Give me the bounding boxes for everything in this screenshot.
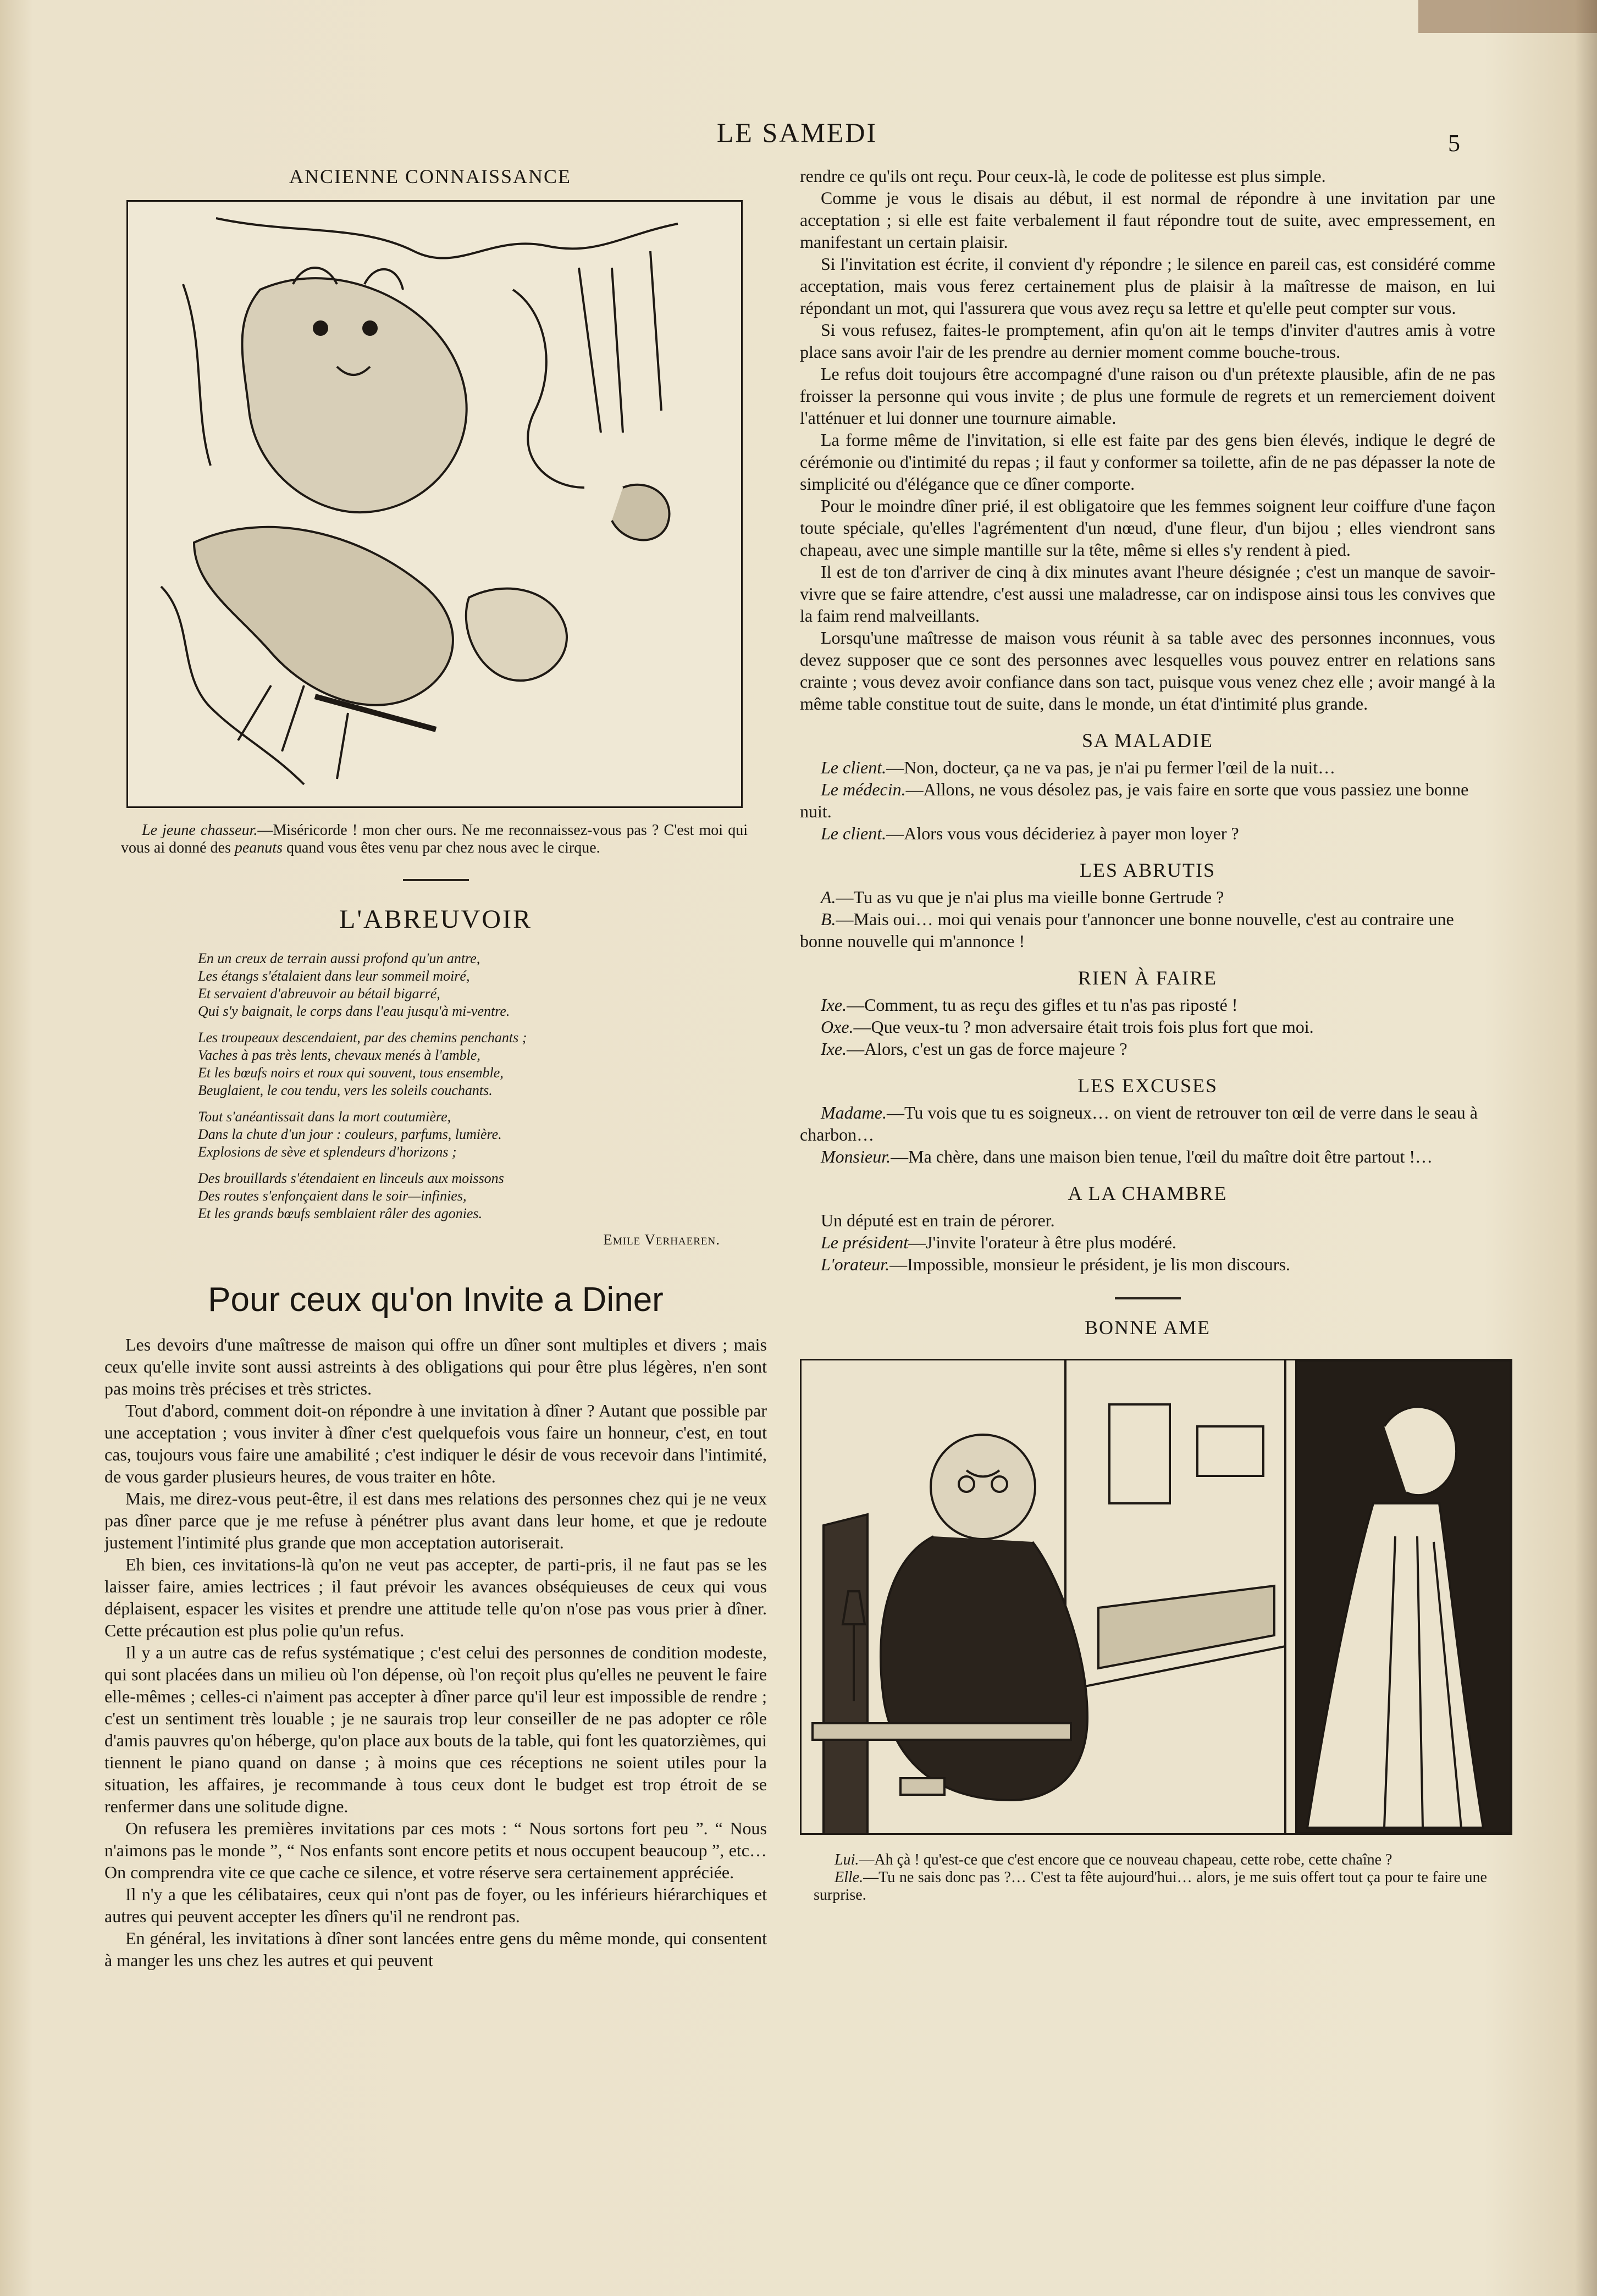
joke-speaker: Le médecin. [821, 779, 906, 799]
cartoon-title: BONNE AME [1084, 1316, 1211, 1338]
bear-hunter-drawing [128, 202, 741, 806]
poem-line: Et servaient d'abreuvoir au bétail bigarré, [198, 986, 440, 1002]
poem-stanza [198, 950, 767, 1020]
joke-line [800, 1253, 1495, 1275]
joke-text: Un député est en train de pérorer. [821, 1210, 1055, 1230]
caption-paragraph [814, 1869, 1487, 1904]
poem-title: L'ABREUVOIR [339, 905, 532, 934]
joke-text: —Allons, ne vous désolez pas, je vais faire en sorte que vous passiez une bonne nuit. [800, 779, 1469, 821]
joke-text: —Tu as vu que je n'ai plus ma vieille bonne Gertrude ? [836, 887, 1224, 907]
article-paragraph: Le refus doit toujours être accompagné d'une raison ou d'un prétexte plausible, afin de ne pas froisser la personne qui vous invite ; de plus une formule de regrets et un remerciement doivent l'atténuer et lui donner une tournure aimable. [800, 364, 1495, 428]
poem-author: Emile Verhaeren. [603, 1231, 720, 1248]
cartoon-title: ANCIENNE CONNAISSANCE [289, 165, 571, 187]
joke-speaker: Le président [821, 1232, 909, 1252]
left-column [104, 165, 767, 1971]
joke-speaker: A. [821, 887, 836, 907]
joke-section [800, 966, 1495, 1060]
article-paragraph: La forme même de l'invitation, si elle est faite par des gens bien élevés, indique le degré de cérémonie ou d'intimité du repas ; il faut y conformer sa toilette, afin de ne pas dépasser la note de simplicité ou d'élégance que ce dîner comporte. [800, 430, 1495, 494]
article-paragraph: Comme je vous le disais au début, il est normal de répondre à une invitation par une acceptation ; si elle est faite verbalement il faut répondre tout de suite, avec empressement, en manifestant un certain plaisir. [800, 188, 1495, 252]
masthead-title: LE SAMEDI [716, 117, 878, 148]
caption-speaker: Lui. [835, 1851, 859, 1868]
poem-line: Dans la chute d'un jour : couleurs, parfums, lumière. [198, 1126, 502, 1142]
article-paragraph: Mais, me direz-vous peut-être, il est dans mes relations des personnes chez qui je ne veux pas dîner parce que je me refuse à pénétrer plus avant dans leur home, et que je redoute justement l'intimité plus grande que mon acceptation autoriserait. [104, 1489, 767, 1552]
joke-text: —Non, docteur, ça ne va pas, je n'ai pu fermer l'œil de la nuit… [886, 757, 1336, 777]
poem-stanza [198, 1029, 767, 1099]
article-paragraph: On refusera les premières invitations par ces mots : “ Nous sortons fort peu ”. “ Nous n'aimons pas le monde ”, “ Nos enfants sont encore petits et nous occupent beaucoup ”, etc… On comprendra vite ce que cache ce silence, et votre réserve sera certainement appréciée. [104, 1818, 767, 1882]
joke-section [800, 859, 1495, 952]
bear-hunter-illustration [126, 200, 743, 808]
joke-text: —Alors vous vous décideriez à payer mon loyer ? [886, 823, 1239, 843]
caption-speaker: Le jeune chasseur. [142, 822, 258, 839]
poem-line: Qui s'y baignait, le corps dans l'eau jusqu'à mi-ventre. [198, 1003, 510, 1019]
joke-speaker: L'orateur. [821, 1254, 890, 1274]
poem-stanza [198, 1170, 767, 1222]
poem-line: Des routes s'enfonçaient dans le soir—infinies, [198, 1188, 467, 1204]
bonne-ame-illustration [800, 1359, 1512, 1835]
joke-line [800, 1146, 1495, 1168]
article-paragraph: Si vous refusez, faites-le promptement, afin qu'on ait le temps d'inviter d'autres amis à votre place sans avoir l'air de les prendre au dernier moment comme bouche-trous. [800, 320, 1495, 362]
poem-body [198, 950, 767, 1222]
joke-title: RIEN À FAIRE [1077, 967, 1218, 989]
joke-text: —Alors, c'est un gas de force majeure ? [847, 1039, 1128, 1059]
right-column [800, 165, 1495, 1904]
joke-line [800, 1038, 1495, 1060]
joke-body [800, 886, 1495, 952]
joke-title: LES ABRUTIS [1079, 859, 1216, 881]
joke-line [800, 1209, 1495, 1231]
article-paragraph: Les devoirs d'une maîtresse de maison qui offre un dîner sont multiples et divers ; mais ceux qu'elle invite sont aussi astreints à des obligations qui pour être plus légères, n'en sont pas moins très précises et très strictes. [104, 1335, 767, 1398]
joke-speaker: Oxe. [821, 1017, 854, 1037]
page-number: 5 [1448, 130, 1460, 157]
caption-paragraph [121, 822, 748, 857]
joke-line [800, 1016, 1495, 1038]
article-paragraph: Il est de ton d'arriver de cinq à dix minutes avant l'heure désignée ; c'est un manque de savoir-vivre que se faire attendre, c'est aussi une maladresse, car on indispose ainsi tous les convives que la faim rend malveillants. [800, 562, 1495, 626]
article-title: Pour ceux qu'on Invite a Diner [208, 1281, 664, 1319]
joke-speaker: Ixe. [821, 995, 847, 1015]
joke-text: —Ma chère, dans une maison bien tenue, l'œil du maître doit être partout !… [891, 1147, 1433, 1166]
joke-section [800, 1182, 1495, 1275]
article-paragraph: Si l'invitation est écrite, il convient d'y répondre ; le silence en pareil cas, est considéré comme acceptation, mais vous ferez certainement plus de plaisir à la maîtresse de maison, en lui répondant un mot, qui l'assurera que vous avez reçu sa lettre et qu'elle peut compter sur vous. [800, 254, 1495, 318]
caption-paragraph [814, 1851, 1487, 1869]
section-divider [1115, 1297, 1181, 1299]
joke-title: SA MALADIE [1081, 729, 1213, 751]
poem-line: En un creux de terrain aussi profond qu'un antre, [198, 950, 480, 966]
caption-text: —Miséricorde ! mon cher ours. Ne me reconnaissez-vous pas ? C'est moi qui vous ai donné des [121, 822, 748, 856]
poem-line: Tout s'anéantissait dans la mort coutumière, [198, 1109, 451, 1125]
poem-line: Explosions de sève et splendeurs d'horizons ; [198, 1144, 457, 1160]
joke-body [800, 994, 1495, 1060]
poem-line: Vaches à pas très lents, chevaux menés à l'amble, [198, 1047, 480, 1063]
joke-line [800, 778, 1495, 822]
article-paragraph: Il y a un autre cas de refus systématique ; c'est celui des personnes de condition modeste, qui sont placées dans un milieu où l'on dépense, où l'on reçoit plus qu'elles ne peuvent le faire elle-mêmes ; celles-ci n'aiment pas accepter à dîner parce qu'il leur est impossible de rendre ; c'est un sentiment très louable ; je ne saurais trop leur conseiller de ne pas adopter ce rôle d'amis pauvres qu'on héberge, qu'on place aux bouts de la table, qui font les quatorzièmes, qui tiennent le piano quand on danse ; à moins que ces réceptions ne soient utiles pour la situation, les affaires, je recommande à tous ceux dont le budget est trop étroit de se renfermer dans une solitude digne. [104, 1642, 767, 1816]
joke-line [800, 908, 1495, 952]
joke-text: —Mais oui… moi qui venais pour t'annoncer une bonne nouvelle, c'est au contraire une bonne nouvelle qui m'annonce ! [800, 909, 1454, 951]
joke-text: —Comment, tu as reçu des gifles et tu n'as pas riposté ! [847, 995, 1238, 1015]
poem-line: Et les grands bœufs semblaient râler des agonies. [198, 1205, 483, 1221]
joke-title: LES EXCUSES [1077, 1075, 1218, 1097]
joke-text: —Impossible, monsieur le président, je lis mon discours. [889, 1254, 1290, 1274]
joke-line [800, 756, 1495, 778]
caption-text: quand vous êtes venu par chez nous avec le cirque. [282, 839, 600, 856]
poem-line: Et les bœufs noirs et roux qui souvent, tous ensemble, [198, 1065, 504, 1081]
poem-line: Beuglaient, le cou tendu, vers les soleils couchants. [198, 1082, 493, 1098]
joke-speaker: Monsieur. [821, 1147, 891, 1166]
joke-body [800, 1102, 1495, 1168]
joke-section [800, 1074, 1495, 1168]
poem-line: Les troupeaux descendaient, par des chemins penchants ; [198, 1030, 527, 1045]
page-edge-shadow [1418, 0, 1597, 33]
article-body-left [104, 1334, 767, 1971]
article-paragraph: Eh bien, ces invitations-là qu'on ne veut pas accepter, de parti-pris, il ne faut pas se les laisser faire, amies lectrices ; il faut prévoir les avances obséquieuses de ceux qui vous déplaisent, espacer les visites et prendre une attitude telle qu'on n'ose pas vous prier à dîner. Cette précaution est plus polie qu'un refus. [104, 1554, 767, 1640]
caption-text: —Tu ne sais donc pas ?… C'est ta fête aujourd'hui… alors, je me suis offert tout ça pour te faire une surprise. [814, 1869, 1487, 1904]
couple-room-drawing [802, 1360, 1511, 1833]
joke-body [800, 1209, 1495, 1275]
joke-text: —Que veux-tu ? mon adversaire était trois fois plus fort que moi. [853, 1017, 1314, 1037]
joke-line [800, 822, 1495, 844]
article-paragraph: Pour le moindre dîner prié, il est obligatoire que les femmes soignent leur coiffure d'une façon toute spéciale, qu'elles l'agrémentent d'un nœud, d'une fleur, d'un bijou ; elles viendront sans chapeau, avec une simple mantille sur la tête, même si elles s'y rendent à pied. [800, 496, 1495, 560]
section-divider [403, 879, 469, 881]
joke-line [800, 1231, 1495, 1253]
joke-speaker: B. [821, 909, 836, 929]
joke-body [800, 756, 1495, 844]
joke-line [800, 1102, 1495, 1146]
joke-line [800, 994, 1495, 1016]
poem-line: Les étangs s'étalaient dans leur sommeil moiré, [198, 968, 470, 984]
caption-speaker: Elle. [835, 1869, 864, 1886]
joke-title: A LA CHAMBRE [1068, 1182, 1228, 1204]
poem-stanza [198, 1108, 767, 1161]
article-paragraph: Tout d'abord, comment doit-on répondre à une invitation à dîner ? Autant que possible par une acceptation ; vous inviter à dîner c'est quelquefois vous faire un honneur, c'est, en tout cas, toujours vous faire une amabilité ; c'est indiquer le désir de vous recevoir dans l'intimité, de vous garder plusieurs heures, de vous traiter en hôte. [104, 1401, 767, 1486]
article-body-right [800, 165, 1495, 715]
joke-section [800, 729, 1495, 844]
cartoon-caption [121, 822, 748, 857]
joke-line [800, 886, 1495, 908]
caption-emphasis: peanuts [234, 839, 283, 856]
joke-speaker: Le client. [821, 757, 887, 777]
article-paragraph: Lorsqu'une maîtresse de maison vous réunit à sa table avec des personnes inconnues, vous devez supposer que ce sont des personnes avec lesquelles vous pouvez entrer en relations sans crainte ; vous devez avoir confiance dans son tact, puisque vous venez chez elle ; avoir mangé à la même table constitue tout de suite, dans le monde, un état d'intimité plus grande. [800, 628, 1495, 713]
joke-text: —J'invite l'orateur à être plus modéré. [908, 1232, 1176, 1252]
page-edge-shadow [1575, 0, 1597, 2296]
joke-speaker: Madame. [821, 1103, 887, 1122]
article-paragraph: En général, les invitations à dîner sont lancées entre gens du même monde, qui consentent à manger les uns chez les autres et qui peuvent [104, 1928, 767, 1970]
article-paragraph: rendre ce qu'ils ont reçu. Pour ceux-là, le code de politesse est plus simple. [800, 166, 1326, 186]
poem-line: Des brouillards s'étendaient en linceuls aux moissons [198, 1170, 504, 1186]
article-paragraph: Il n'y a que les célibataires, ceux qui n'ont pas de foyer, ou les inférieurs hiérarchiques et autres qui peuvent accepter les dîners qu'il ne rendront pas. [104, 1884, 767, 1926]
cartoon-caption [814, 1851, 1487, 1904]
joke-speaker: Ixe. [821, 1039, 847, 1059]
joke-text: —Tu vois que tu es soigneux… on vient de retrouver ton œil de verre dans le seau à charbon… [800, 1103, 1478, 1144]
caption-text: —Ah çà ! qu'est-ce que c'est encore que ce nouveau chapeau, cette robe, cette chaîne ? [859, 1851, 1392, 1868]
joke-speaker: Le client. [821, 823, 887, 843]
